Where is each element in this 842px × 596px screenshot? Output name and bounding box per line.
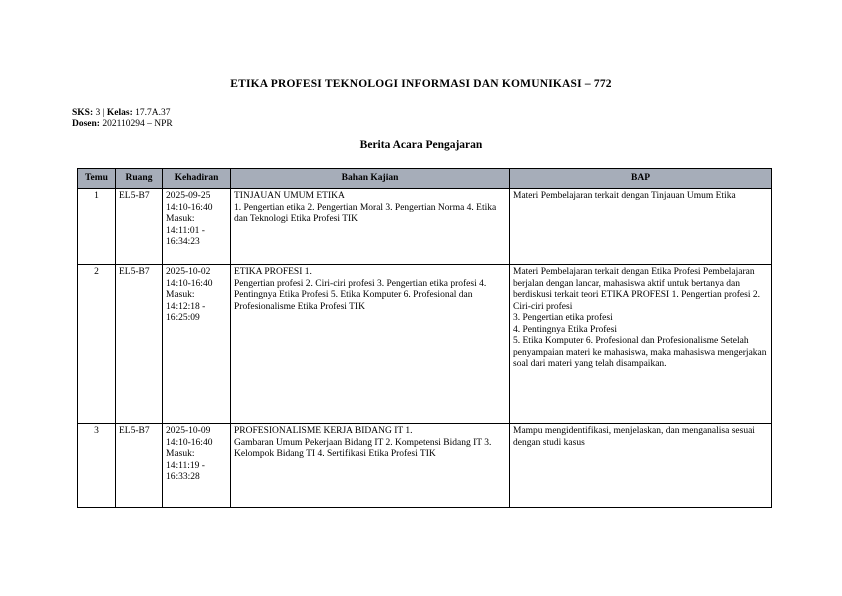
cell-ruang: EL5-B7: [116, 424, 163, 508]
header-bahan-kajian: Bahan Kajian: [231, 169, 510, 189]
bap-line: 4. Pentingnya Etika Profesi: [513, 324, 617, 335]
bahan-detail: Pengertian profesi 2. Ciri-ciri profesi 3. Pengertian etika profesi 4. Pentingnya Etika Profesi 5. Etika Komputer 6. Profesional dan Profesionalisme Etika Profesi TIK: [234, 278, 487, 312]
kehadiran-masuk-start: 14:11:01 -: [166, 225, 205, 236]
bahan-title: TINJAUAN UMUM ETIKA: [234, 191, 345, 201]
cell-bahan-kajian: [231, 189, 510, 265]
cell-kehadiran: [163, 189, 231, 265]
cell-temu: 3: [78, 424, 116, 508]
kehadiran-date: 2025-10-09: [166, 426, 211, 436]
bap-line: Mampu mengidentifikasi, menjelaskan, dan menganalisa sesuai dengan studi kasus: [513, 426, 755, 448]
course-meta: [72, 108, 173, 130]
cell-bap: [510, 189, 772, 265]
bap-line: Materi Pembelajaran terkait dengan Tinjauan Umum Etika: [513, 191, 736, 201]
dosen-line: [72, 119, 173, 130]
kehadiran-masuk-start: 14:12:18 -: [166, 301, 206, 312]
kehadiran-time: 14:10-16:40: [166, 202, 213, 213]
cell-ruang: EL5-B7: [116, 265, 163, 424]
table-header-row: [78, 169, 772, 189]
kelas-value: 17.7A.37: [135, 108, 171, 118]
cell-kehadiran: [163, 424, 231, 508]
bahan-detail: Gambaran Umum Pekerjaan Bidang IT 2. Kompetensi Bidang IT 3. Kelompok Bidang TI 4. Sertifikasi Etika Profesi TIK: [234, 437, 492, 459]
kehadiran-masuk-label: Masuk:: [166, 449, 195, 459]
cell-ruang: EL5-B7: [116, 189, 163, 265]
kelas-label: Kelas:: [106, 108, 133, 118]
sks-label: SKS:: [72, 108, 94, 118]
table-row: [78, 265, 772, 424]
kehadiran-time: 14:10-16:40: [166, 278, 213, 289]
kehadiran-masuk-end: 16:25:09: [166, 313, 200, 323]
kehadiran-masuk-label: Masuk:: [166, 290, 195, 300]
kehadiran-time: 14:10-16:40: [166, 437, 213, 448]
bap-line: 5. Etika Komputer 6. Profesional dan Profesionalisme Setelah penyampaian materi ke mahasiswa, maka mahasiswa mengerjakan soal dari materi yang telah disampaikan.: [513, 336, 767, 369]
cell-bahan-kajian: [231, 424, 510, 508]
cell-temu: 1: [78, 189, 116, 265]
header-bap: BAP: [510, 169, 772, 189]
kehadiran-date: 2025-10-02: [166, 267, 211, 277]
header-temu: Temu: [78, 169, 116, 189]
kehadiran-masuk-start: 14:11:19 -: [166, 460, 205, 471]
header-kehadiran: Kehadiran: [163, 169, 231, 189]
header-ruang: Ruang: [116, 169, 163, 189]
document-title: ETIKA PROFESI TEKNOLOGI INFORMASI DAN KOMUNIKASI – 772: [230, 78, 612, 90]
section-title: Berita Acara Pengajaran: [359, 139, 483, 151]
dosen-value: 202110294 – NPR: [102, 119, 173, 129]
bahan-title: PROFESIONALISME KERJA BIDANG IT 1.: [234, 426, 413, 436]
meta-separator: |: [102, 108, 105, 118]
table-row: [78, 424, 772, 508]
cell-bahan-kajian: [231, 265, 510, 424]
kehadiran-masuk-end: 16:34:23: [166, 237, 200, 247]
cell-bap: [510, 265, 772, 424]
bap-line: Materi Pembelajaran terkait dengan Etika Profesi Pembelajaran berjalan dengan lancar, mahasiswa aktif untuk bertanya dan berdiskusi terkait teori ETIKA PROFESI 1. Pengertian profesi 2. Ciri-ciri profesi: [513, 267, 760, 312]
table-row: [78, 189, 772, 265]
bahan-detail: 1. Pengertian etika 2. Pengertian Moral 3. Pengertian Norma 4. Etika dan Teknologi Etika Profesi TIK: [234, 202, 497, 224]
kehadiran-masuk-label: Masuk:: [166, 214, 195, 224]
kehadiran-date: 2025-09-25: [166, 191, 211, 201]
kehadiran-masuk-end: 16:33:28: [166, 472, 200, 482]
cell-kehadiran: [163, 265, 231, 424]
sks-kelas-line: [72, 108, 173, 119]
cell-temu: 2: [78, 265, 116, 424]
sks-value: 3: [95, 108, 101, 118]
dosen-label: Dosen:: [72, 119, 100, 129]
bahan-title: ETIKA PROFESI 1.: [234, 267, 312, 277]
bap-table: [77, 168, 772, 508]
cell-bap: [510, 424, 772, 508]
bap-line: 3. Pengertian etika profesi: [513, 313, 613, 323]
